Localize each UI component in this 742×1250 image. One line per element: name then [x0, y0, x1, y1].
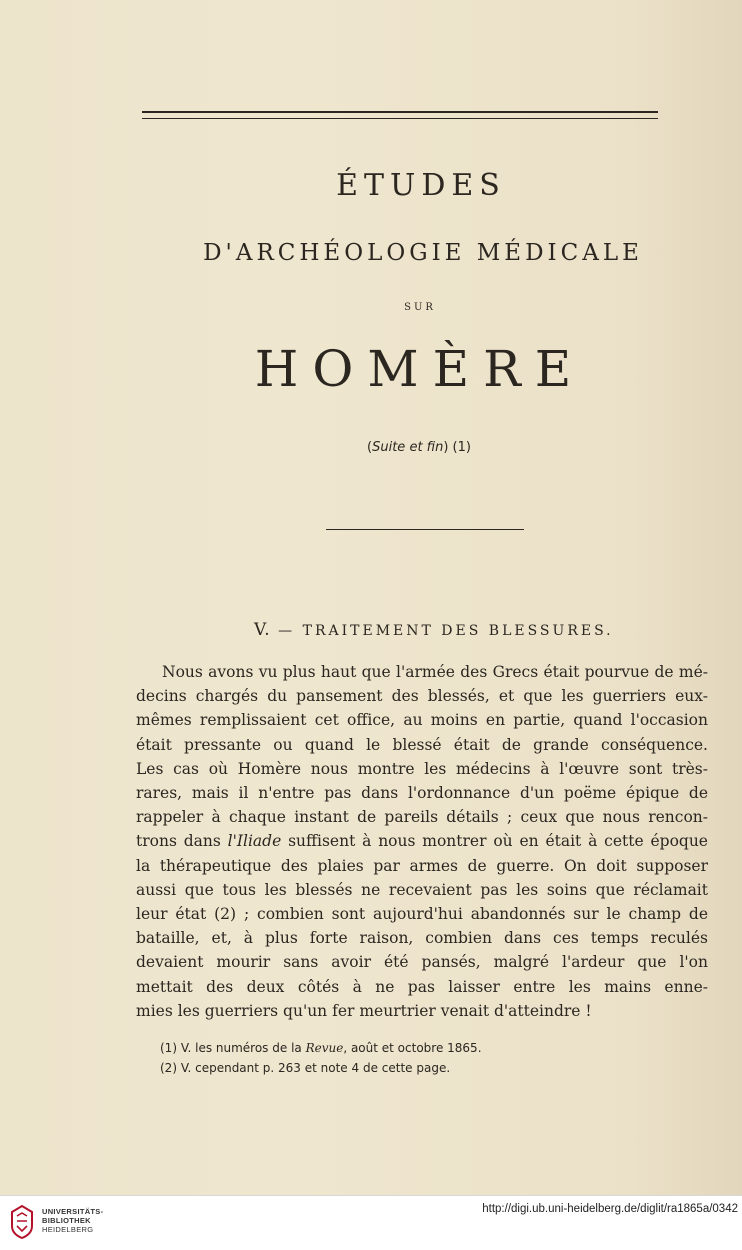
- subtitle-suite-text: Suite et fin: [372, 440, 444, 455]
- show-through-text: [140, 84, 660, 104]
- body-line-4: était pressante ou quand le blessé était de grande conséquence.: [136, 735, 708, 754]
- section-divider-rule: [326, 529, 524, 530]
- body-line-9: la thérapeutique des plaies par armes de guerre. On doit supposer: [136, 856, 708, 875]
- university-library-logo-icon[interactable]: [8, 1204, 36, 1240]
- footnote-1-post: , août et octobre 1865.: [343, 1041, 482, 1055]
- body-line-1: Nous avons vu plus haut que l'armée des Grecs était pourvue de mé-: [162, 663, 708, 681]
- footnote-2: (2) V. cependant p. 263 et note 4 de cette page.: [160, 1061, 451, 1075]
- body-line-2: decins chargés du pansement des blessés, et que les guerriers eux-: [136, 687, 708, 706]
- title-homere: HOMÈRE: [254, 340, 586, 398]
- footnote-1-revue: Revue: [305, 1041, 344, 1055]
- footnote-1-number: (1): [160, 1041, 177, 1055]
- top-rule-thin: [142, 118, 658, 119]
- title-sur: SUR: [404, 302, 436, 313]
- body-line-5: Les cas où Homère nous montre les médecins à l'œuvre sont très-: [136, 759, 708, 778]
- footnote-1: [160, 1038, 700, 1058]
- body-line-8: [136, 829, 708, 853]
- title-etudes: ÉTUDES: [336, 168, 506, 203]
- body-line-15: mies les guerriers qu'un fer meurtrier venait d'atteindre !: [136, 1001, 592, 1020]
- body-line-7: rappeler à chaque instant de pareils détails ; ceux que nous rencon-: [136, 808, 708, 827]
- body-paragraph: [136, 660, 708, 1023]
- body-line-12: bataille, et, à plus forte raison, combien dans ces temps reculés: [136, 929, 708, 948]
- footnote-1-pre: V. les numéros de la: [177, 1041, 306, 1055]
- body-line-10: aussi que tous les blessés ne recevaient pas les soins que réclamait: [136, 880, 708, 899]
- body-line-14: mettait des deux côtés à ne pas laisser entre les mains enne-: [136, 977, 708, 996]
- subtitle-suite-et-fin: (Suite et fin) (1): [367, 440, 471, 455]
- logo-line-3: HEIDELBERG: [42, 1225, 94, 1234]
- body-line-8-pre: trons dans: [136, 832, 228, 851]
- body-line-6: rares, mais il n'entre pas dans l'ordonnance d'un poëme épique de: [136, 784, 708, 803]
- logo-line-1: UNIVERSITÄTS-: [42, 1207, 104, 1216]
- body-line-13: devaient mourir sans avoir été pansés, malgré l'ardeur que l'on: [136, 953, 708, 972]
- logo-line-2: BIBLIOTHEK: [42, 1216, 91, 1225]
- body-line-8-iliade: l'Iliade: [227, 832, 282, 851]
- university-library-logo-text[interactable]: [42, 1207, 103, 1234]
- section-number: V.: [254, 620, 271, 640]
- section-dash: —: [278, 623, 296, 639]
- subtitle-footnote-ref: (1): [452, 440, 471, 455]
- permalink-url[interactable]: http://digi.ub.uni-heidelberg.de/diglit/ra1865a/0342: [482, 1203, 738, 1215]
- footnotes: [160, 1038, 700, 1078]
- section-heading: [254, 620, 614, 640]
- title-archeologie-medicale: D'ARCHÉOLOGIE MÉDICALE: [203, 240, 643, 266]
- section-title: TRAITEMENT DES BLESSURES.: [302, 623, 614, 639]
- top-rule-thick: [142, 111, 658, 113]
- body-line-3: mêmes remplissaient cet office, au moins en partie, quand l'occasion: [136, 711, 708, 730]
- body-line-8-post: suffisent à nous montrer où en était à cette époque: [281, 832, 708, 851]
- body-line-11: leur état (2) ; combien sont aujourd'hui abandonnés sur le champ de: [136, 905, 708, 924]
